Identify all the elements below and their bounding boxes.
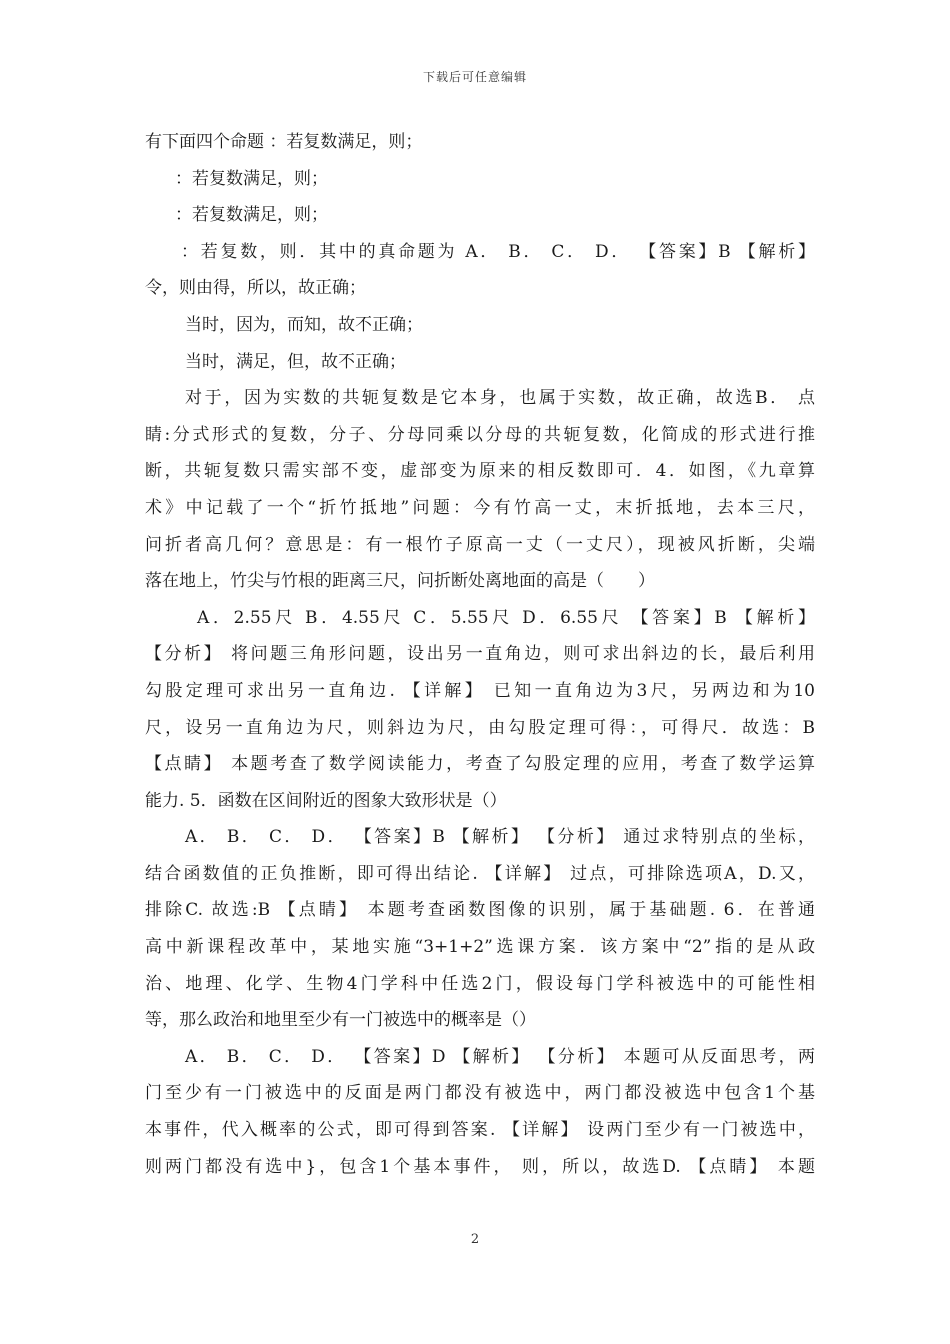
text-line: A． B． C． D． 【答案】B 【解析】 【分析】 通过求特别点的坐标， — [185, 827, 815, 848]
text-line: 排除C. 故选:B 【点睛】 本题考查函数图像的识别，属于基础题. 6．在普通 — [145, 900, 815, 921]
text-line: 睛:分式形式的复数，分子、分母同乘以分母的共轭复数，化简成的形式进行推 — [145, 424, 815, 445]
text-line: A． B． C． D． 【答案】D 【解析】 【分析】 本题可从反面思考，两 — [185, 1046, 815, 1067]
text-line: 能力. 5．函数在区间附近的图象大致形状是（） — [145, 790, 507, 811]
text-line: 【点睛】 本题考查了数学阅读能力，考查了勾股定理的应用，考查了数学运算 — [145, 754, 815, 775]
text-line: 令，则由得，所以，故正确； — [145, 278, 366, 299]
text-line: ：若复数，则．其中的真命题为 A． B． C． D． 【答案】B 【解析】 — [181, 241, 815, 262]
text-line: 当时，因为，而知，故不正确； — [185, 314, 423, 335]
text-line: 等，那么政治和地里至少有一门被选中的概率是（） — [145, 1010, 536, 1031]
page-number: 2 — [470, 1232, 480, 1247]
document-body — [145, 124, 815, 1185]
text-line: A．2.55尺 B．4.55尺 C．5.55尺 D．6.55尺 【答案】B 【解析】 — [197, 607, 815, 628]
text-line: 结合函数值的正负推断，即可得出结论. 【详解】 过点，可排除选项A，D.又， — [145, 863, 815, 884]
text-line: 则两门都没有选中}，包含1个基本事件， 则，所以，故选D. 【点睛】 本题 — [145, 1156, 815, 1177]
text-line: 尺，设另一直角边为尺，则斜边为尺，由勾股定理可得：，可得尺．故选：B — [145, 717, 815, 738]
text-line: 当时，满足，但，故不正确； — [185, 351, 406, 372]
text-line: 治、地理、化学、生物4门学科中任选2门，假设每门学科被选中的可能性相 — [145, 973, 815, 994]
text-line: 问折者高几何？意思是：有一根竹子原高一丈（一丈尺），现被风折断，尖端 — [145, 534, 815, 555]
text-line: 对于，因为实数的共轭复数是它本身，也属于实数，故正确，故选B． 点 — [185, 388, 815, 409]
text-line: 落在地上，竹尖与竹根的距离三尺，问折断处离地面的高是（ ） — [145, 571, 655, 592]
text-line: 术》中记载了一个“折竹抵地”问题：今有竹高一丈，末折抵地，去本三尺， — [145, 497, 815, 518]
text-line: 本事件，代入概率的公式，即可得到答案. 【详解】 设两门至少有一门被选中， — [145, 1120, 815, 1141]
text-line: ：若复数满足，则； — [175, 168, 328, 189]
text-line: 断，共轭复数只需实部不变，虚部变为原来的相反数即可．4．如图，《九章算 — [145, 461, 815, 482]
page-header: 下载后可任意编辑 — [422, 70, 527, 84]
text-line: 有下面四个命题 ：若复数满足，则； — [145, 132, 423, 152]
text-line: 勾股定理可求出另一直角边. 【详解】 已知一直角边为3尺，另两边和为10 — [145, 680, 815, 701]
text-line: 高中新课程改革中，某地实施“3+1+2”选课方案．该方案中“2”指的是从政 — [145, 937, 815, 958]
text-line: ：若复数满足，则； — [175, 205, 328, 226]
text-line: 门至少有一门被选中的反面是两门都没有被选中，两门都没被选中包含1个基 — [145, 1083, 815, 1104]
text-line: 【分析】 将问题三角形问题，设出另一直角边，则可求出斜边的长，最后利用 — [145, 644, 815, 665]
